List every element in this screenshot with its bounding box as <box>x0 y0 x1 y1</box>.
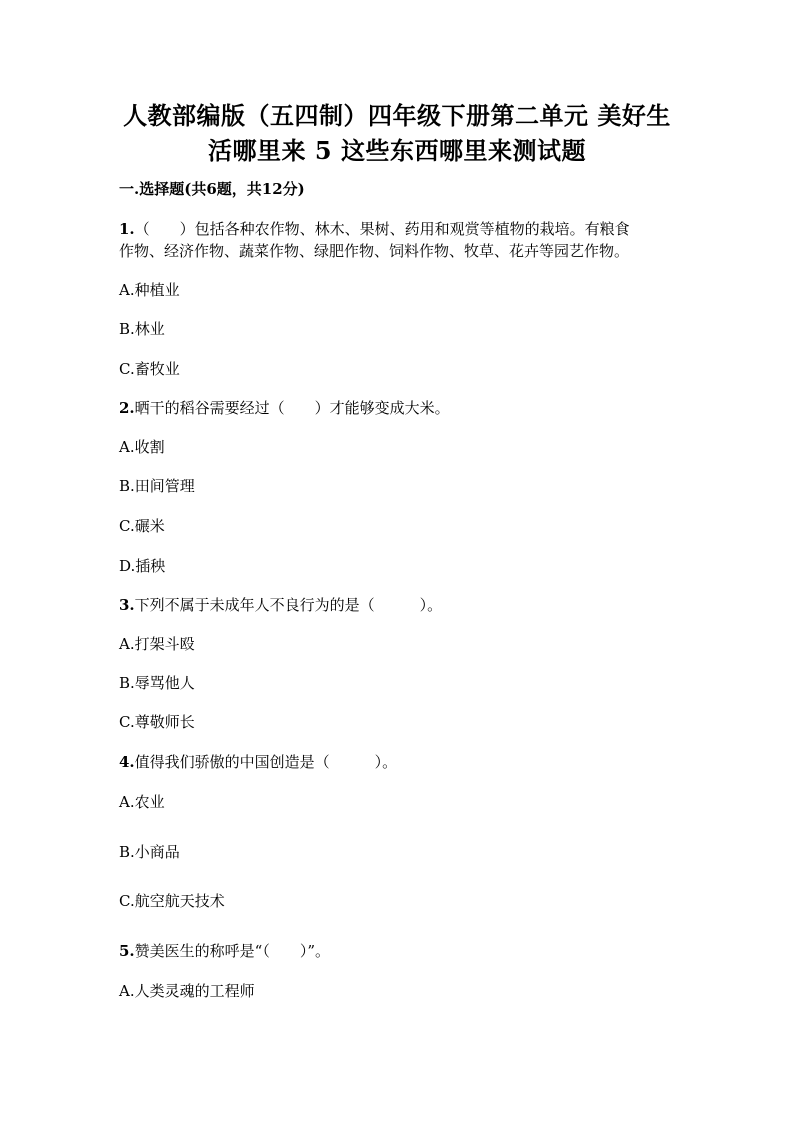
question-3-option-a: A.打架斗殴 <box>119 635 195 653</box>
question-1-option-a: A.种植业 <box>119 281 180 299</box>
question-2-option-c: C.碾米 <box>119 517 165 535</box>
question-3-stem <box>119 594 442 615</box>
question-1-stem-line-1 <box>119 218 630 239</box>
document-title-line-1: 人教部编版（五四制）四年级下册第二单元 美好生 <box>123 101 671 130</box>
question-1-stem-line-2: 作物、经济作物、蔬菜作物、绿肥作物、饲料作物、牧草、花卉等园艺作物。 <box>119 242 630 260</box>
question-4-option-a: A.农业 <box>119 793 165 811</box>
question-text: 下列不属于未成年人不良行为的是（ ）。 <box>134 596 443 614</box>
question-number: 5. <box>119 942 135 960</box>
question-5-option-a: A.人类灵魂的工程师 <box>119 982 255 1000</box>
question-1-option-b: B.林业 <box>119 320 165 338</box>
question-4-stem <box>119 751 397 772</box>
question-text: 赞美医生的称呼是“（ ）”。 <box>134 942 331 960</box>
question-text: 晒干的稻谷需要经过（ ）才能够变成大米。 <box>134 399 450 417</box>
document-title-line-2: 活哪里来 5 这些东西哪里来测试题 <box>208 136 586 165</box>
question-2-option-a: A.收割 <box>119 438 165 456</box>
question-3-option-b: B.辱骂他人 <box>119 674 195 692</box>
question-number: 2. <box>119 399 135 417</box>
question-number: 3. <box>119 596 135 614</box>
question-1-option-c: C.畜牧业 <box>119 360 180 378</box>
question-4-option-c: C.航空航天技术 <box>119 892 225 910</box>
question-text: 值得我们骄傲的中国创造是（ ）。 <box>134 753 398 771</box>
question-2-option-d: D.插秧 <box>119 557 166 575</box>
question-5-stem <box>119 940 330 961</box>
question-number: 4. <box>119 753 135 771</box>
question-2-option-b: B.田间管理 <box>119 477 195 495</box>
question-3-option-c: C.尊敬师长 <box>119 713 195 731</box>
question-4-option-b: B.小商品 <box>119 843 180 861</box>
question-2-stem <box>119 397 450 418</box>
question-number: 1. <box>119 220 135 238</box>
section-heading: 一.选择题(共6题，共12分) <box>119 180 305 198</box>
question-text: （ ）包括各种农作物、林木、果树、药用和观赏等植物的栽培。有粮食 <box>134 220 630 238</box>
